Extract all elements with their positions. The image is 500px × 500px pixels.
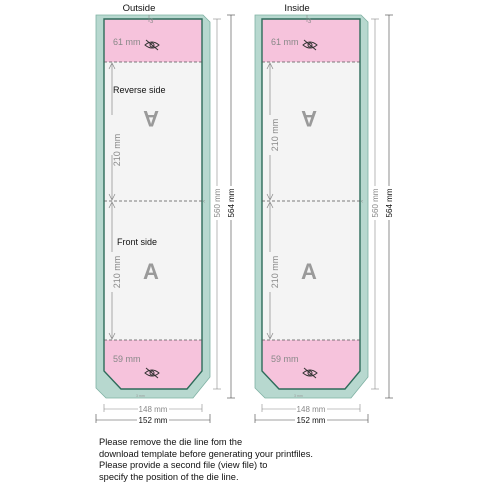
instruction-line: download template before generating your printfiles. <box>99 448 313 459</box>
svg-text:148 mm: 148 mm <box>138 405 168 414</box>
outer-height-dimension <box>227 15 236 398</box>
svg-text:210 mm: 210 mm <box>270 118 280 152</box>
inner-height-dimension <box>371 19 380 389</box>
inner-height-dimension <box>213 19 222 389</box>
reverse-letter: A <box>143 106 159 131</box>
top-zone-label: 61 mm <box>113 37 141 47</box>
bleed-top-label: 3 <box>308 19 312 25</box>
lower-section-label: Front side <box>117 237 158 247</box>
outer-height-dimension <box>385 15 394 398</box>
panel-outside <box>96 3 236 425</box>
panel-title: Outside <box>122 3 156 14</box>
panel-title: Inside <box>284 3 310 14</box>
bleed-top-label: 3 <box>150 19 154 25</box>
inner-width-dimension <box>262 404 360 414</box>
top-zone-label: 61 mm <box>271 37 299 47</box>
instruction-line: Please provide a second file (view file) to <box>99 460 268 471</box>
bottom-zone-label: 59 mm <box>271 354 299 364</box>
bottom-zone-label: 59 mm <box>113 354 141 364</box>
upper-section-label: Reverse side <box>113 85 166 95</box>
trim-area <box>104 19 202 389</box>
outer-width-dimension <box>96 414 210 425</box>
panel-inside <box>255 3 394 425</box>
svg-text:564 mm: 564 mm <box>385 188 394 218</box>
bleed-side-marker: ‹ <box>361 199 363 205</box>
reverse-letter: A <box>301 106 317 131</box>
svg-text:564 mm: 564 mm <box>227 188 236 218</box>
bleed-bottom-label: 3 mm <box>294 394 303 398</box>
bleed-bottom-label: 3 mm <box>136 394 145 398</box>
front-letter: A <box>143 259 159 284</box>
instructions <box>99 437 479 483</box>
bleed-side-marker: ‹ <box>203 199 205 205</box>
inner-width-dimension <box>104 404 202 414</box>
instruction-line: Please remove the die line fom the <box>99 437 243 447</box>
outer-width-dimension <box>255 414 368 425</box>
svg-text:210 mm: 210 mm <box>112 133 122 167</box>
instruction-line: specify the position of the die line. <box>99 471 239 482</box>
svg-text:560 mm: 560 mm <box>371 188 380 218</box>
front-letter: A <box>301 259 317 284</box>
svg-text:560 mm: 560 mm <box>213 188 222 218</box>
svg-text:152 mm: 152 mm <box>138 416 168 425</box>
svg-text:210 mm: 210 mm <box>112 255 122 289</box>
svg-text:152 mm: 152 mm <box>296 416 326 425</box>
bottom-hidden-zone <box>262 340 360 389</box>
bottom-hidden-zone <box>104 340 202 389</box>
trim-area <box>262 19 360 389</box>
svg-text:210 mm: 210 mm <box>270 255 280 289</box>
svg-text:148 mm: 148 mm <box>296 405 326 414</box>
